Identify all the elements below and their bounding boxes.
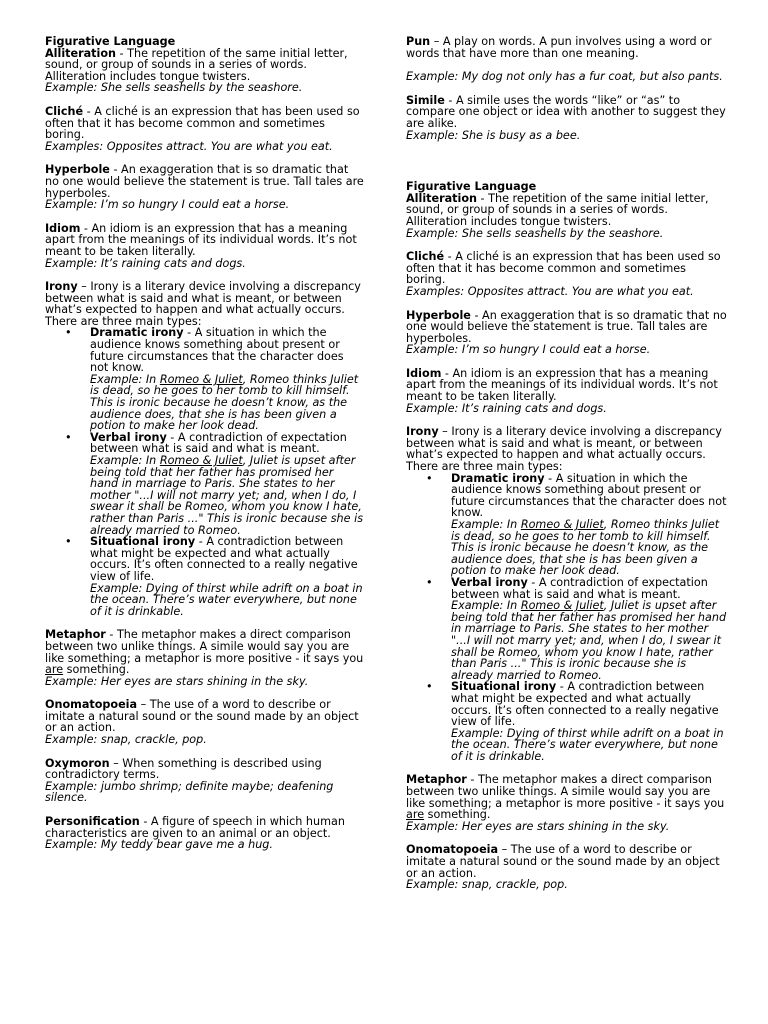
definition-text: - An exaggeration that is so dramatic that no one would believe the statement is true. Tall tales are hyperboles.	[45, 163, 364, 200]
example: Example: I’m so hungry I could eat a horse.	[406, 343, 651, 357]
definition	[406, 774, 728, 820]
example	[451, 518, 719, 577]
example	[451, 599, 726, 682]
term: Cliché	[406, 250, 445, 264]
title-underlined: Romeo & Juliet	[520, 599, 604, 613]
definition	[45, 699, 365, 734]
entry-metaphor	[45, 629, 365, 687]
example: Example: It’s raining cats and dogs.	[406, 401, 607, 415]
irony-types-list	[45, 327, 365, 617]
entry-pun	[406, 36, 728, 83]
term: Alliteration	[406, 191, 477, 205]
definition	[406, 95, 728, 130]
entry-cliche	[45, 106, 365, 152]
example-text: Example: Dying of thirst while adrift on a boat in the ocean. There’s water everywhere, but none of it is drinkable.	[90, 581, 363, 618]
term: Idiom	[45, 221, 81, 235]
example: Example: snap, crackle, pop.	[406, 878, 568, 892]
underlined-word: are	[406, 808, 425, 822]
entry-metaphor	[406, 774, 728, 832]
definition-text: - A cliché is an expression that has been used so often that it has become common and sometimes boring.	[406, 250, 721, 287]
term: Irony	[406, 425, 439, 439]
section-heading: Figurative Language	[45, 35, 176, 48]
definition-text: – Irony is a literary device involving a discrepancy between what is said and what is meant, or between what’s expected to happen and what actually occurs. There are three main types:	[45, 280, 361, 328]
definition	[406, 251, 728, 286]
entry-idiom	[45, 223, 365, 269]
title-underlined: Romeo & Juliet	[520, 518, 604, 531]
example: Example: snap, crackle, pop.	[45, 733, 207, 747]
definition-text: – When something is described using contradictory terms.	[45, 756, 322, 782]
list-item	[90, 432, 365, 536]
example: Examples: Opposites attract. You are what you eat.	[45, 139, 333, 153]
term: Onomatopoeia	[406, 843, 499, 857]
example: Example: jumbo shrimp; definite maybe; deafening silence.	[45, 779, 334, 805]
definition-text: – Irony is a literary device involving a discrepancy between what is said and what is meant, or between what’s expected to happen and what actually occurs. There are three main types:	[406, 425, 722, 474]
term: Metaphor	[45, 628, 106, 642]
section-heading: Figurative Language	[406, 180, 537, 194]
definition-text: - A contradiction between what might be expected and what actually occurs. It’s often connected to a really negative view of life.	[90, 535, 358, 583]
term: Metaphor	[406, 773, 467, 787]
example: Example: She sells seashells by the seashore.	[406, 226, 664, 240]
list-item	[451, 577, 728, 681]
definition-text: – The use of a word to describe or imitate a natural sound or the sound made by an object or an action.	[406, 843, 720, 880]
definition	[45, 223, 365, 258]
example-text: Example: In	[451, 599, 521, 613]
definition	[406, 844, 728, 879]
term: Situational irony	[90, 535, 196, 549]
spacer	[406, 153, 728, 181]
example-text: , Romeo thinks Juliet is dead, so he goes to her tomb to kill himself. This is ironic because he doesn’t know, as the audience does, that she is has been given a potion to make her look dead.	[90, 372, 359, 433]
definition	[45, 629, 365, 675]
definition-text: - The metaphor makes a direct comparison between two unlike things. A simile would say you are like something; a metaphor is more positive - it says you	[45, 628, 364, 665]
definition-text: - A simile uses the words “like” or “as” to compare one object or idea with another to suggest they are alike.	[406, 93, 726, 130]
example-text: Example: In	[90, 454, 160, 467]
entry-oxymoron	[45, 758, 365, 804]
definition	[406, 368, 728, 403]
example: Example: My teddy bear gave me a hug.	[45, 838, 273, 852]
example-text: Example: In	[451, 518, 521, 531]
term: Dramatic irony	[90, 326, 184, 340]
entry-hyperbole	[45, 164, 365, 210]
entry-simile	[406, 95, 728, 141]
list-item	[90, 536, 365, 617]
definition	[45, 758, 365, 781]
entry-idiom	[406, 368, 728, 414]
example-text: , Juliet is upset after being told that her father has promised her hand in marriage to Paris. She states to her mother "...I will not marry yet; and, when I do, I swear it shall be Romeo, whom you know I hate, rather than Paris ..." This is ironic because she is already married to Romeo.	[90, 454, 364, 537]
definition-text: something.	[424, 808, 491, 822]
definition-text: - A figure of speech in which human characteristics are given to an animal or an object.	[45, 815, 345, 840]
definition	[45, 281, 365, 327]
definition	[406, 310, 728, 345]
left-column	[45, 36, 365, 863]
definition-text: - An idiom is an expression that has a meaning apart from the meanings of its individual words. It’s not meant to be taken literally.	[45, 221, 357, 258]
definition-text: - The metaphor makes a direct comparison between two unlike things. A simile would say you are like something; a metaphor is more positive - it says you	[406, 773, 725, 810]
example: Examples: Opposites attract. You are what you eat.	[406, 284, 694, 298]
term: Hyperbole	[45, 163, 110, 177]
term: Simile	[406, 93, 445, 107]
term: Situational irony	[451, 680, 557, 694]
term: Irony	[45, 280, 78, 294]
term: Verbal irony	[451, 575, 528, 589]
definition	[406, 193, 728, 228]
definition-text: - The repetition of the same initial letter, sound, or group of sounds in a series of words. Alliteration includes tongue twisters.	[406, 191, 709, 228]
example	[451, 727, 724, 763]
term: Onomatopoeia	[45, 698, 138, 712]
definition-text: - A situation in which the audience knows something about present or future circumstances that the character does not know.	[451, 471, 727, 520]
example	[90, 582, 363, 618]
list-item	[451, 473, 728, 577]
term: Personification	[45, 815, 140, 829]
right-column	[406, 36, 728, 903]
list-item	[451, 681, 728, 762]
title-underlined: Romeo & Juliet	[159, 372, 243, 386]
term: Hyperbole	[406, 308, 471, 322]
definition-text: - A situation in which the audience knows something about present or future circumstances that the character does not know.	[90, 326, 344, 375]
irony-types-list	[406, 473, 728, 763]
definition	[45, 106, 365, 141]
example: Example: It’s raining cats and dogs.	[45, 256, 246, 270]
term: Dramatic irony	[451, 471, 545, 485]
example-text: , Juliet is upset after being told that her father has promised her hand in marriage to Paris. She states to her mother "...I will not marry yet; and, when I do, I swear it shall be Romeo, whom you know I hate, rather than Paris ..." This is ironic because she is already married to Romeo.	[451, 599, 727, 682]
definition-text: something.	[63, 663, 130, 677]
definition-text: - A contradiction between what might be expected and what actually occurs. It’s often connected to a really negative view of life.	[451, 680, 719, 729]
example: Example: I’m so hungry I could eat a horse.	[45, 198, 290, 212]
list-item	[90, 327, 365, 431]
example: Example: She sells seashells by the seashore.	[45, 81, 303, 95]
example	[90, 454, 363, 537]
entry-cliche	[406, 251, 728, 297]
term: Oxymoron	[45, 756, 110, 770]
definition	[406, 36, 728, 59]
definition-text: - An exaggeration that is so dramatic that no one would believe the statement is true. Tall tales are hyperboles.	[406, 308, 727, 345]
example: Example: Her eyes are stars shining in the sky.	[45, 674, 309, 688]
term: Verbal irony	[90, 430, 167, 444]
example	[90, 373, 358, 432]
entry-irony	[45, 281, 365, 617]
entry-alliteration	[406, 193, 728, 239]
term: Idiom	[406, 366, 442, 380]
entry-alliteration	[45, 48, 365, 94]
example-text: , Romeo thinks Juliet is dead, so he goes to her tomb to kill himself. This is ironic because he doesn’t know, as the audience does, that she is has been given a potion to make her look dead.	[451, 518, 720, 578]
definition-text: - A contradiction of expectation between what is said and what is meant.	[90, 430, 347, 456]
definition	[45, 164, 365, 199]
entry-onomatopoeia	[45, 699, 365, 745]
example: Example: My dog not only has a fur coat, but also pants.	[406, 70, 723, 84]
example-text: Example: In	[90, 372, 160, 386]
definition-text: – The use of a word to describe or imitate a natural sound or the sound made by an object or an action.	[45, 698, 359, 735]
term: Alliteration	[45, 46, 116, 60]
example: Example: She is busy as a bee.	[406, 128, 581, 142]
example-text: Example: Dying of thirst while adrift on a boat in the ocean. There’s water everywhere, but none of it is drinkable.	[451, 726, 724, 763]
entry-irony	[406, 426, 728, 762]
term: Pun	[406, 35, 431, 48]
definition-text: - An idiom is an expression that has a meaning apart from the meanings of its individual words. It’s not meant to be taken literally.	[406, 366, 718, 404]
example: Example: Her eyes are stars shining in the sky.	[406, 819, 670, 833]
definition-text: - The repetition of the same initial letter, sound, or group of sounds in a series of words. Alliteration includes tongue twisters.	[45, 46, 348, 83]
definition	[45, 48, 365, 83]
entry-hyperbole	[406, 310, 728, 356]
definition	[45, 816, 365, 839]
underlined-word: are	[45, 663, 64, 677]
term: Cliché	[45, 104, 84, 118]
definition-text: - A contradiction of expectation between what is said and what is meant.	[451, 575, 708, 601]
title-underlined: Romeo & Juliet	[159, 454, 243, 467]
definition-text: – A play on words. A pun involves using a word or words that have more than one meaning.	[406, 35, 712, 60]
entry-onomatopoeia	[406, 844, 728, 890]
definition	[406, 426, 728, 472]
entry-personification	[45, 816, 365, 851]
definition-text: - A cliché is an expression that has been used so often that it has become common and sometimes boring.	[45, 104, 360, 142]
